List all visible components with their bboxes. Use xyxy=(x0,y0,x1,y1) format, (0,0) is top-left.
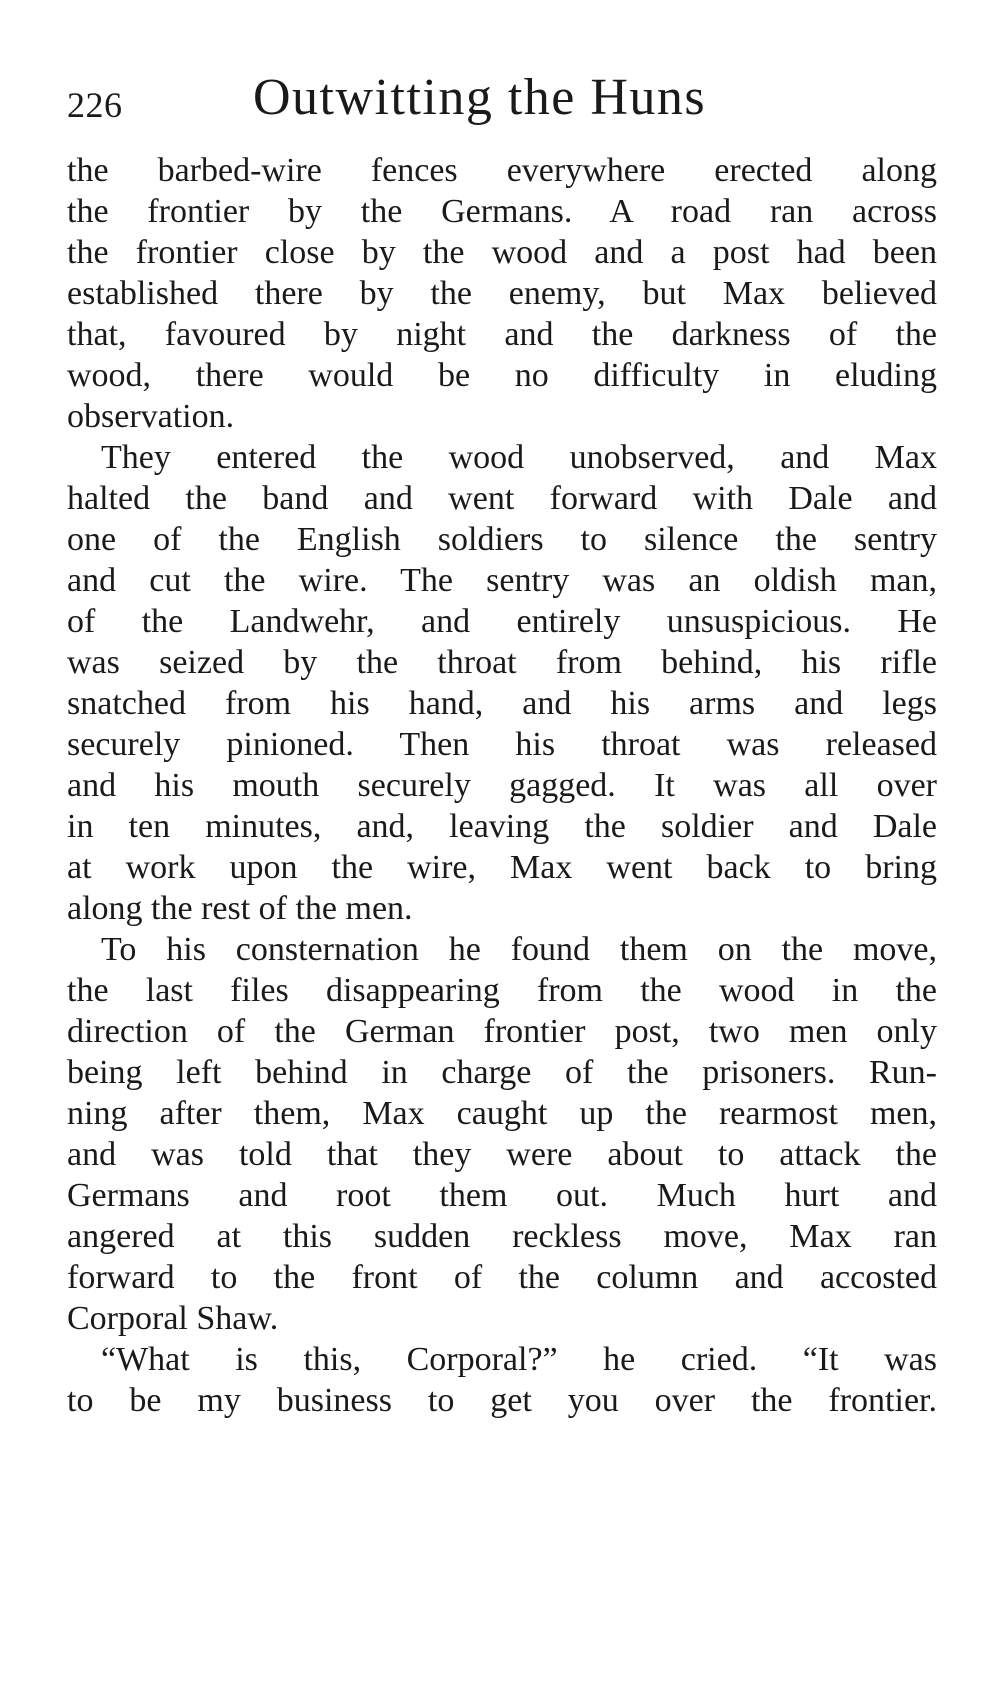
text-line: ning after them, Max caught up the rearmost men, xyxy=(67,1095,937,1132)
text-line: established there by the enemy, but Max believed xyxy=(67,275,937,312)
running-title: Outwitting the Huns xyxy=(253,69,707,126)
text-line: at work upon the wire, Max went back to bring xyxy=(67,849,937,886)
text-line: and was told that they were about to attack the xyxy=(67,1136,937,1173)
text-line: and his mouth securely gagged. It was all over xyxy=(67,767,937,804)
paragraph-start-line: “What is this, Corporal?” he cried. “It was xyxy=(101,1341,937,1378)
text-line: in ten minutes, and, leaving the soldier and Dale xyxy=(67,808,937,845)
text-line: being left behind in charge of the prisoners. Run- xyxy=(67,1054,937,1091)
text-line: of the Landwehr, and entirely unsuspicious. He xyxy=(67,603,937,640)
text-line: forward to the front of the column and accosted xyxy=(67,1259,937,1296)
text-line: to be my business to get you over the frontier. xyxy=(67,1382,937,1419)
text-line: one of the English soldiers to silence the sentry xyxy=(67,521,937,558)
page-header xyxy=(67,68,937,138)
text-line: observation. xyxy=(67,398,235,435)
text-line: halted the band and went forward with Dale and xyxy=(67,480,937,517)
text-line: and cut the wire. The sentry was an oldish man, xyxy=(67,562,937,599)
text-line: along the rest of the men. xyxy=(67,890,413,927)
body-text xyxy=(67,150,937,1421)
text-line: the barbed-wire fences everywhere erected along xyxy=(67,152,937,189)
text-line: the frontier by the Germans. A road ran across xyxy=(67,193,937,230)
text-line: the last files disappearing from the wood in the xyxy=(67,972,937,1009)
page-number: 226 xyxy=(67,85,123,125)
paragraph-start-line: They entered the wood unobserved, and Max xyxy=(101,439,937,476)
text-line: securely pinioned. Then his throat was released xyxy=(67,726,937,763)
text-line: that, favoured by night and the darkness of the xyxy=(67,316,937,353)
text-line: wood, there would be no difficulty in eluding xyxy=(67,357,937,394)
text-line: angered at this sudden reckless move, Max ran xyxy=(67,1218,937,1255)
text-line: snatched from his hand, and his arms and legs xyxy=(67,685,937,722)
paragraph-start-line: To his consternation he found them on the move, xyxy=(101,931,937,968)
text-line: the frontier close by the wood and a post had been xyxy=(67,234,937,271)
text-line: Germans and root them out. Much hurt and xyxy=(67,1177,937,1214)
text-line: Corporal Shaw. xyxy=(67,1300,279,1337)
text-line: was seized by the throat from behind, his rifle xyxy=(67,644,937,681)
text-line: direction of the German frontier post, two men only xyxy=(67,1013,937,1050)
